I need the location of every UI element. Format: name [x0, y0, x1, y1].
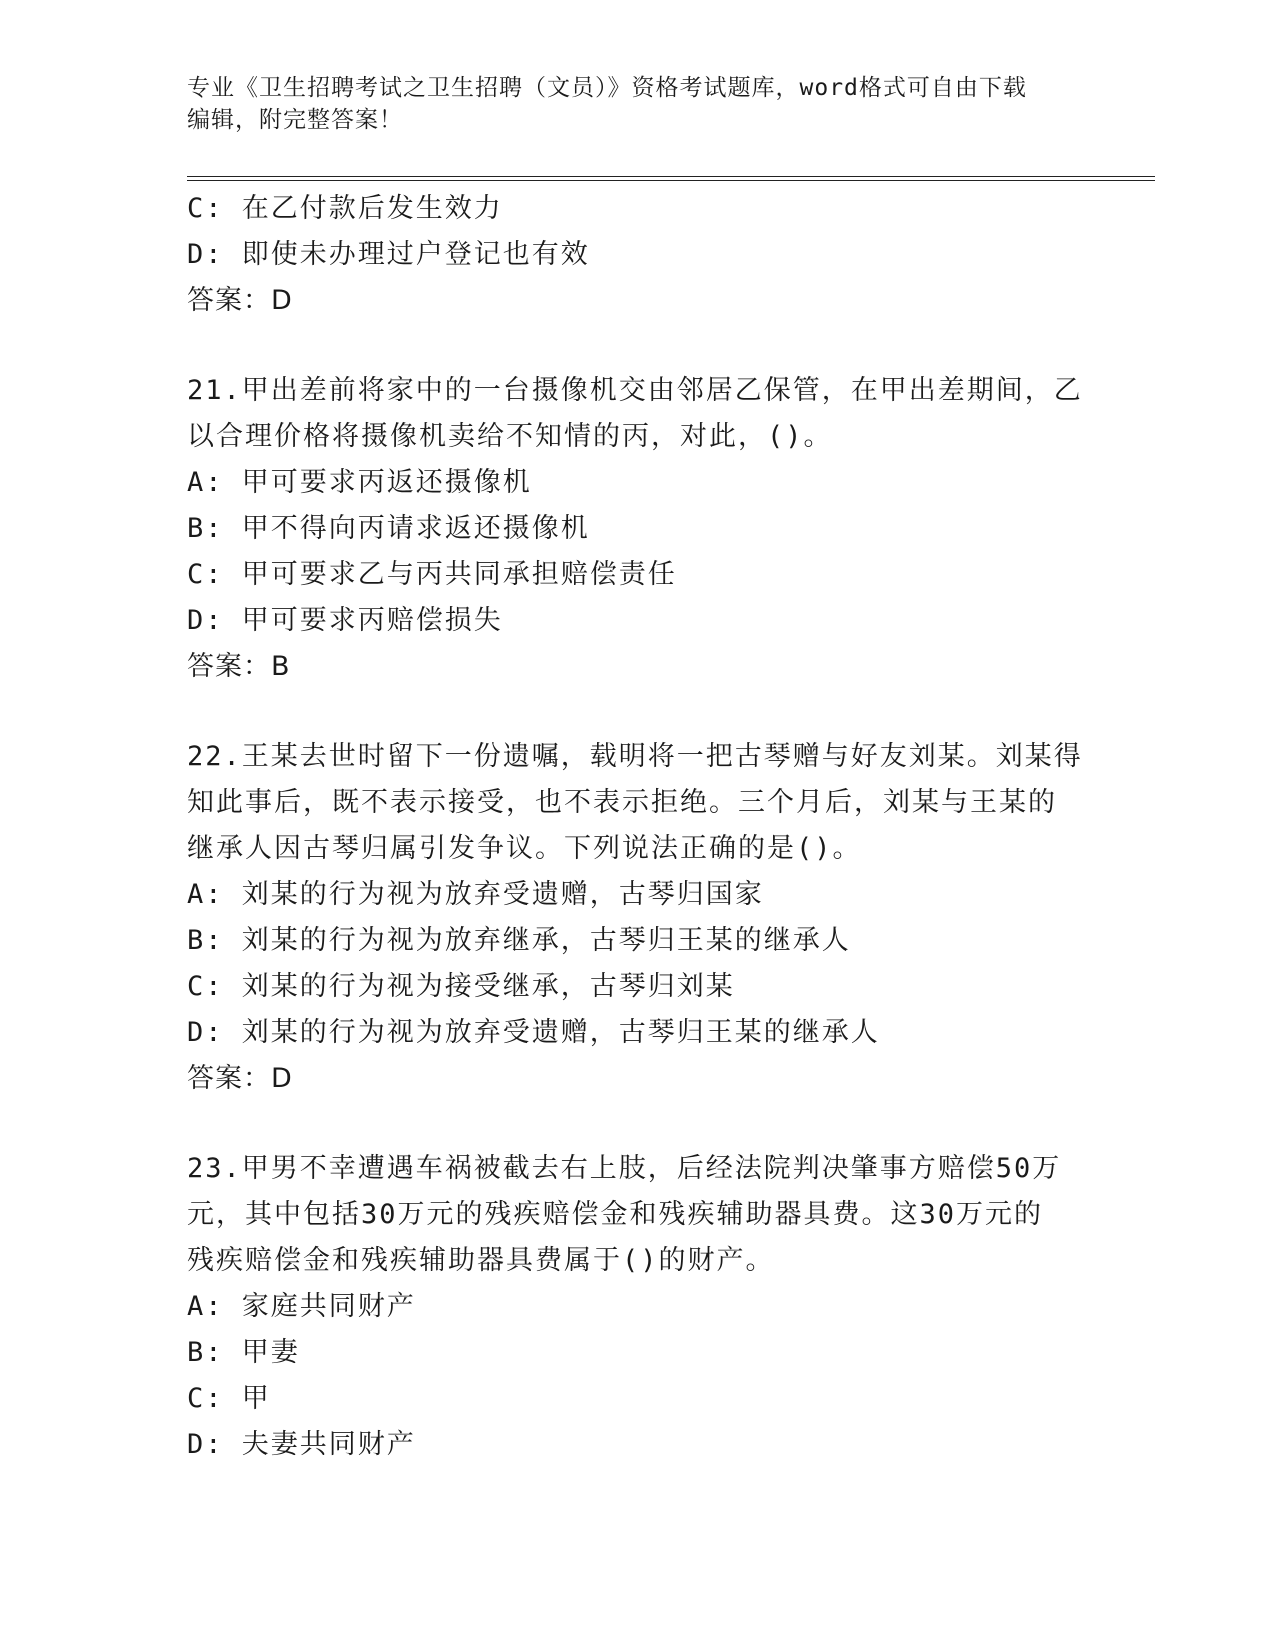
question-stem-line: 残疾赔偿金和残疾辅助器具费属于()的财产。: [187, 1245, 775, 1276]
option-c: C: 甲: [187, 1383, 271, 1414]
question-20-tail: [187, 186, 1087, 324]
option-d: D: 即使未办理过户登记也有效: [187, 239, 590, 270]
question-stem-line: 21.甲出差前将家中的一台摄像机交由邻居乙保管，在甲出差期间，乙: [187, 375, 1083, 406]
option-a: A: 家庭共同财产: [187, 1291, 416, 1322]
question-22: [187, 734, 1087, 1102]
question-stem-line: 知此事后，既不表示接受，也不表示拒绝。三个月后，刘某与王某的: [187, 787, 1057, 818]
option-b: B: 刘某的行为视为放弃继承，古琴归王某的继承人: [187, 925, 851, 956]
question-stem-line: 元，其中包括30万元的残疾赔偿金和残疾辅助器具费。这30万元的: [187, 1199, 1044, 1230]
question-stem-line: 以合理价格将摄像机卖给不知情的丙，对此，()。: [187, 421, 833, 452]
document-body: [187, 186, 1087, 1468]
document-header: [187, 72, 1087, 136]
option-d: D: 夫妻共同财产: [187, 1429, 416, 1460]
answer-line: 答案：B: [187, 651, 291, 682]
option-c: C: 在乙付款后发生效力: [187, 193, 503, 224]
option-d: D: 甲可要求丙赔偿损失: [187, 605, 503, 636]
option-a: A: 甲可要求丙返还摄像机: [187, 467, 532, 498]
option-d: D: 刘某的行为视为放弃受遗赠，古琴归王某的继承人: [187, 1017, 880, 1048]
option-a: A: 刘某的行为视为放弃受遗赠，古琴归国家: [187, 879, 764, 910]
answer-line: 答案：D: [187, 285, 293, 316]
question-21: [187, 368, 1087, 690]
answer-line: 答案：D: [187, 1063, 293, 1094]
header-line-1: 专业《卫生招聘考试之卫生招聘（文员）》资格考试题库，word格式可自由下载: [187, 75, 1027, 101]
question-stem-line: 22.王某去世时留下一份遗嘱，载明将一把古琴赠与好友刘某。刘某得: [187, 741, 1083, 772]
option-c: C: 甲可要求乙与丙共同承担赔偿责任: [187, 559, 677, 590]
question-stem-line: 23.甲男不幸遭遇车祸被截去右上肢，后经法院判决肇事方赔偿50万: [187, 1153, 1062, 1184]
option-b: B: 甲妻: [187, 1337, 300, 1368]
question-stem-line: 继承人因古琴归属引发争议。下列说法正确的是()。: [187, 833, 862, 864]
question-23: [187, 1146, 1087, 1468]
header-divider: [187, 176, 1155, 181]
option-b: B: 甲不得向丙请求返还摄像机: [187, 513, 590, 544]
header-line-2: 编辑，附完整答案！: [187, 107, 403, 133]
option-c: C: 刘某的行为视为接受继承，古琴归刘某: [187, 971, 735, 1002]
